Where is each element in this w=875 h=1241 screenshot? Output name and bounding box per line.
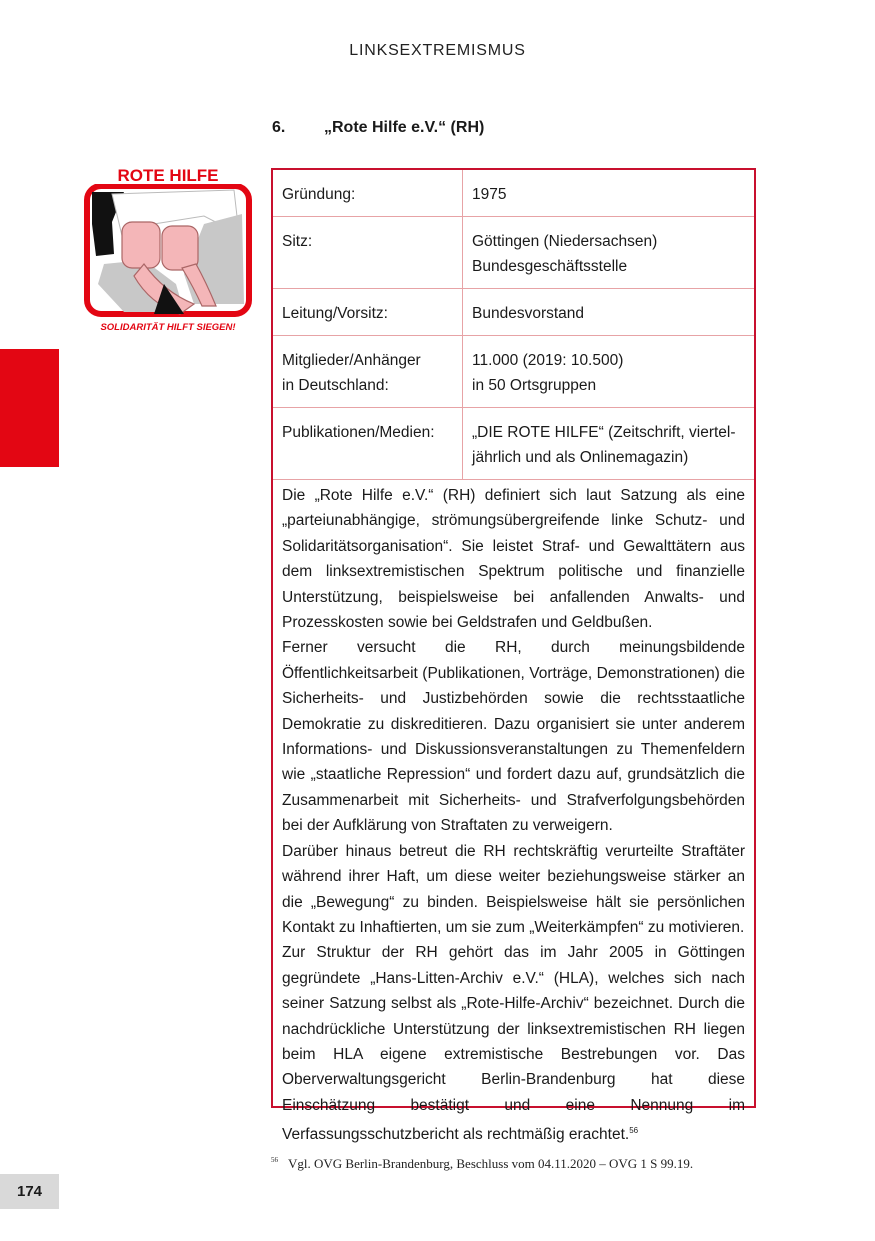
section-number: 6.: [272, 119, 286, 136]
fact-value-line: 11.000 (2019: 10.500): [472, 352, 624, 369]
fact-label: Publikationen/Medien:: [273, 408, 463, 480]
fact-label: Sitz:: [273, 217, 463, 289]
footnote: [271, 1156, 693, 1172]
paragraph-text: Zur Struktur der RH gehört das im Jahr 2005 in Göttingen gegründete „Hans-Litten-Archiv e.V.“ (HLA), welches sich nach seiner Satzung selbst als „Rote-Hilfe-Archiv“ bezeichnet. Durch die nachdrückliche Unterstützung der linksextremistischen RH liegen beim HLA eigene extremistische Bestrebungen vor. Das Oberverwaltungsgericht Berlin-Brandenburg hat diese Einschätzung bestätigt und eine Nennung im Verfassungsschutzbericht als rechtmäßig erachtet.: [282, 944, 745, 1144]
footnote-marker: 56: [271, 1156, 278, 1164]
rote-hilfe-logo: [84, 164, 252, 340]
page-number: 174: [0, 1174, 59, 1209]
fact-value: [463, 408, 755, 480]
paragraph: Ferner versucht die RH, durch meinungsbildende Öffentlichkeitsarbeit (Publikationen, Vorträge, Demonstrationen) die Sicherheits- und Justizbehörden sowie die rechtsstaatliche Demokratie zu diskreditieren. Dazu organisiert sie unter anderem Informations- und Diskussionsveranstaltungen zu Themenfeldern wie „staatliche Repression“ und fordert dazu auf, grundsätzlich die Zusammenarbeit mit Sicherheits- und Strafverfolgungsbehörden bei der Aufklärung von Straftaten zu verweigern.: [282, 639, 745, 835]
fact-row-publications: [273, 408, 754, 480]
section-heading: [272, 119, 484, 137]
running-head: LINKSEXTREMISMUS: [349, 42, 526, 59]
paragraph: Darüber hinaus betreut die RH rechtskräftig verurteilte Straftäter während ihrer Haft, um diese weiter beziehungsweise stärker an die „Bewegung“ zu binden. Beispielsweise hält sie persönlichen Kontakt zu Inhaftierten, um sie zum „Weiterkämpfen“ zu motivieren.: [282, 842, 745, 936]
fact-label: [273, 336, 463, 408]
footnote-text: Vgl. OVG Berlin-Brandenburg, Beschluss vom 04.11.2020 – OVG 1 S 99.19.: [288, 1156, 694, 1171]
svg-text:SOLIDARITÄT HILFT SIEGEN!: SOLIDARITÄT HILFT SIEGEN!: [100, 322, 236, 333]
description-text: [273, 480, 754, 1148]
fact-value: Bundesvorstand: [463, 289, 755, 336]
section-title: „Rote Hilfe e.V.“ (RH): [324, 119, 485, 136]
fact-value-line: „DIE ROTE HILFE“ (Zeitschrift, viertel-: [472, 424, 736, 441]
svg-text:ROTE HILFE: ROTE HILFE: [117, 166, 219, 185]
fact-label-line: in Deutschland:: [282, 377, 389, 394]
fact-label: Leitung/Vorsitz:: [273, 289, 463, 336]
info-box: [271, 168, 756, 1144]
fact-row-members: [273, 336, 754, 408]
fact-value-line: in 50 Ortsgruppen: [472, 377, 597, 394]
paragraph: [282, 940, 745, 1147]
fact-row-founding: [273, 170, 754, 217]
fact-value-line: Bundesgeschäftsstelle: [472, 258, 628, 275]
fact-value: [463, 217, 755, 289]
fact-label-line: Mitglieder/Anhänger: [282, 352, 421, 369]
fact-value-line: Göttingen (Niedersachsen): [472, 233, 658, 250]
facts-table: [273, 170, 754, 480]
fact-value: [463, 336, 755, 408]
chapter-marker-tab: [0, 349, 59, 467]
fact-label: Gründung:: [273, 170, 463, 217]
fact-value: 1975: [463, 170, 755, 217]
fact-row-seat: [273, 217, 754, 289]
paragraph: Die „Rote Hilfe e.V.“ (RH) definiert sich laut Satzung als eine „parteiunabhängige, strömungsübergreifende linke Schutz- und Solidaritätsorganisation“. Sie leistet Straf- und Gewalttätern aus dem linksextremistischen Spektrum politische und finanzielle Unterstützung, beispielsweise bei anfallenden Anwalts- und Prozesskosten sowie bei Geldstrafen und Geldbußen.: [282, 487, 745, 632]
footnote-reference[interactable]: 56: [629, 1126, 639, 1136]
fact-row-leadership: [273, 289, 754, 336]
fact-value-line: jährlich und als Onlinemagazin): [472, 449, 689, 466]
